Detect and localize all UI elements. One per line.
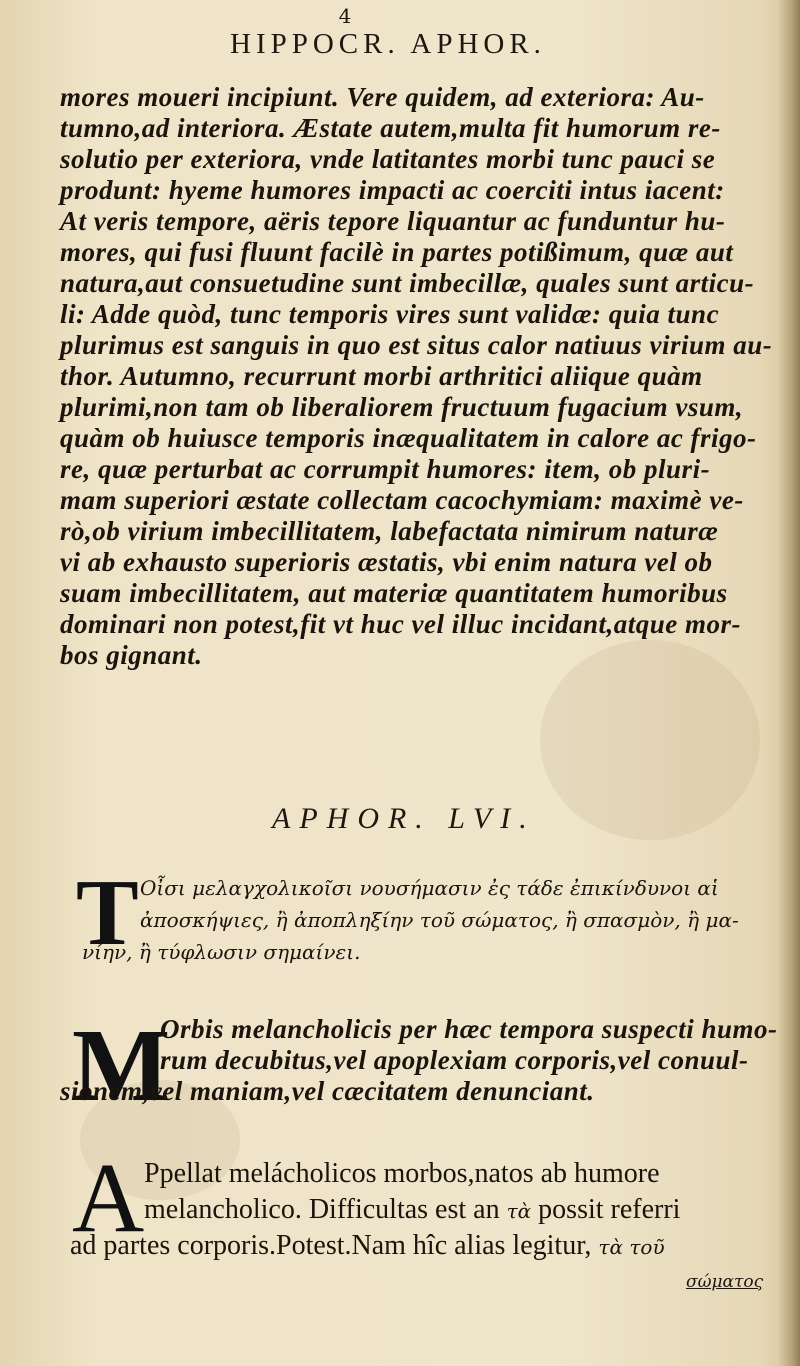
greek-inline-word: τὰ τοῦ xyxy=(598,1235,665,1259)
commentary-line: mores moueri incipiunt. Vere quidem, ad exteriora: Au- xyxy=(60,82,705,112)
commentary-line: plurimus est sanguis in quo est situs calor natiuus virium au- xyxy=(60,330,773,360)
commentary-line: mores, qui fusi fluunt facilè in partes potißimum, quæ aut xyxy=(60,237,734,267)
commentary-line: natura,aut consuetudine sunt imbecillæ, quales sunt articu- xyxy=(60,268,755,298)
commentary-roman-text: melancholico. Difficultas est an xyxy=(144,1194,500,1225)
latin-aphorism-text xyxy=(60,1014,778,1107)
commentary-roman-line xyxy=(144,1192,680,1228)
running-head: HIPPOCR. APHOR. xyxy=(230,28,546,60)
commentary-line: plurimi,non tam ob liberaliorem fructuum fugacium vsum, xyxy=(60,392,744,422)
commentary-roman-line xyxy=(144,1156,680,1192)
greek-line: Οἶσι μελαγχολικοῖσι νουσήμασιν ἐς τάδε ἐπικίνδυνοι αἱ xyxy=(140,876,719,900)
commentary-line: dominari non potest,fit vt huc vel illuc incidant,atque mor- xyxy=(60,609,742,639)
commentary-roman-text: possit referri xyxy=(538,1194,681,1225)
commentary-line: rò,ob virium imbecillitatem, labefactata nimirum naturæ xyxy=(60,516,719,546)
latin-line: rum decubitus,vel apoplexiam corporis,vel conuul- xyxy=(160,1045,749,1075)
commentary-roman-text: ad partes corporis.Potest.Nam hîc alias legitur, xyxy=(70,1230,592,1261)
commentary-line: tumno,ad interiora. Æstate autem,multa fit humorum re- xyxy=(60,113,721,143)
folio-number: 4 xyxy=(338,4,352,28)
commentary-roman-text: Ppellat melácholicos morbos,natos ab humore xyxy=(144,1158,660,1189)
commentary-line: mam superiori æstate collectam cacochymiam: maximè ve- xyxy=(60,485,744,515)
latin-line: sionem,vel maniam,vel cæcitatem denunciant. xyxy=(60,1076,595,1106)
commentary-line: produnt: hyeme humores impacti ac coerciti intus iacent: xyxy=(60,175,725,205)
drop-cap-initial: M xyxy=(72,1008,171,1123)
commentary-line: solutio per exteriora, vnde latitantes morbi tunc pauci se xyxy=(60,144,716,174)
commentary-roman-line xyxy=(70,1228,680,1264)
greek-aphorism-text xyxy=(82,872,739,968)
commentary-line: vi ab exhausto superioris æstatis, vbi enim natura vel ob xyxy=(60,547,713,577)
greek-inline-word: τὰ xyxy=(506,1199,532,1223)
commentary-text xyxy=(60,82,773,671)
commentary-line: bos gignant. xyxy=(60,640,203,670)
aphorism-commentary xyxy=(70,1156,680,1264)
catchword: σώματος xyxy=(686,1272,764,1292)
greek-line: νίην, ἢ τύφλωσιν σημαίνει. xyxy=(82,940,361,964)
drop-cap-initial: T xyxy=(76,861,139,965)
commentary-line: li: Adde quòd, tunc temporis vires sunt validæ: quia tunc xyxy=(60,299,720,329)
greek-line: ἀποσκήψιες, ἢ ἀποπληξίην τοῦ σώματος, ἢ σπασμὸν, ἢ μα- xyxy=(140,908,739,932)
page-edge-shadow xyxy=(778,0,800,1366)
commentary-line: At veris tempore, aëris tepore liquantur ac funduntur hu- xyxy=(60,206,726,236)
commentary-line: quàm ob huiusce temporis inæqualitatem in calore ac frigo- xyxy=(60,423,757,453)
commentary-line: re, quæ perturbat ac corrumpit humores: item, ob pluri- xyxy=(60,454,711,484)
drop-cap-initial: A xyxy=(72,1142,145,1253)
aphorism-heading: APHOR. LVI. xyxy=(272,802,536,835)
commentary-line: suam imbecillitatem, aut materiæ quantitatem humoribus xyxy=(60,578,728,608)
latin-line: Orbis melancholicis per hæc tempora suspecti humo- xyxy=(160,1014,778,1044)
commentary-line: thor. Autumno, recurrunt morbi arthritici aliique quàm xyxy=(60,361,703,391)
